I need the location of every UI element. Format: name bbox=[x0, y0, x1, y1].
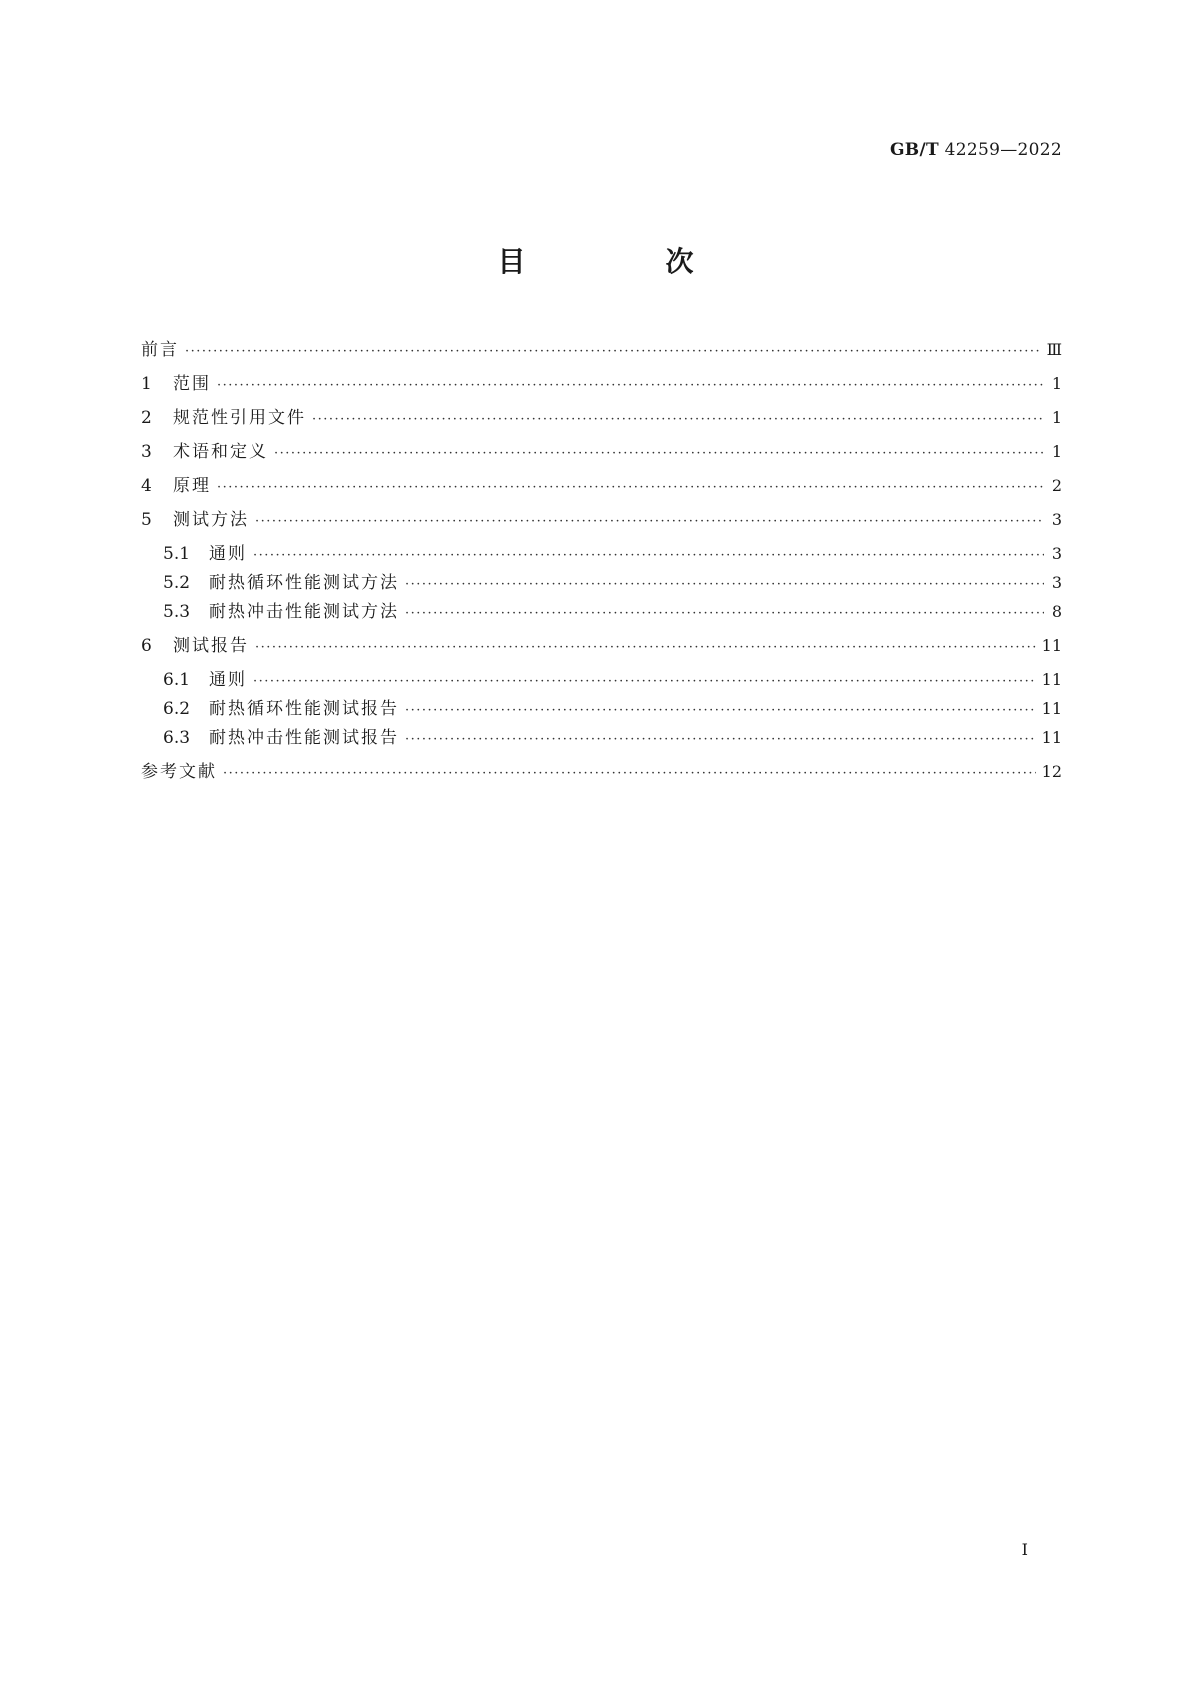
toc-entry-page: 3 bbox=[1051, 544, 1062, 563]
toc-leader-dots bbox=[253, 670, 1036, 694]
toc-entry-1[interactable] bbox=[141, 372, 1062, 396]
toc-entry-number: 6.1 bbox=[163, 670, 191, 690]
toc-entry-page: 11 bbox=[1041, 699, 1062, 718]
toc-entry-page: 1 bbox=[1051, 408, 1062, 427]
toc-leader-dots bbox=[255, 636, 1036, 660]
toc-leader-dots bbox=[253, 544, 1044, 568]
toc-entry-page: Ⅲ bbox=[1046, 340, 1062, 359]
toc-entry-number: 5 bbox=[141, 510, 152, 530]
toc-leader-dots bbox=[405, 728, 1036, 752]
toc-entry-6-2[interactable] bbox=[141, 697, 1062, 721]
toc-entry-6-1[interactable] bbox=[141, 668, 1062, 692]
toc-entry-page: 8 bbox=[1051, 602, 1062, 621]
toc-entry-5[interactable] bbox=[141, 508, 1062, 532]
standard-code bbox=[890, 140, 1062, 160]
toc-entry-3[interactable] bbox=[141, 440, 1062, 464]
toc-entry-page: 2 bbox=[1051, 476, 1062, 495]
toc-entry-5-3[interactable] bbox=[141, 600, 1062, 624]
toc-entry-number: 5.2 bbox=[163, 573, 191, 593]
toc-entry-4[interactable] bbox=[141, 474, 1062, 498]
toc-entry-2[interactable] bbox=[141, 406, 1062, 430]
toc-entry-page: 12 bbox=[1041, 762, 1062, 781]
toc-leader-dots bbox=[405, 573, 1044, 597]
toc-entry-number: 4 bbox=[141, 476, 152, 496]
toc-entry-label: 术语和定义 bbox=[173, 442, 268, 462]
toc-leader-dots bbox=[255, 510, 1044, 534]
toc-entry-number: 6.3 bbox=[163, 728, 191, 748]
standard-number: 42259—2022 bbox=[944, 140, 1062, 160]
toc-entry-5-2[interactable] bbox=[141, 571, 1062, 595]
toc-entry-label: 测试方法 bbox=[173, 510, 249, 530]
toc-entry-number: 2 bbox=[141, 408, 152, 428]
toc-leader-dots bbox=[223, 762, 1036, 786]
toc-entry-page: 1 bbox=[1051, 442, 1062, 461]
toc-leader-dots bbox=[185, 340, 1041, 364]
toc-entry-label: 前言 bbox=[141, 340, 179, 360]
toc-entry-label: 规范性引用文件 bbox=[173, 408, 306, 428]
toc-entry-label: 耐热循环性能测试报告 bbox=[209, 699, 399, 719]
toc-entry-number: 5.3 bbox=[163, 602, 191, 622]
toc-title: 目 次 bbox=[497, 245, 750, 278]
toc-entry-number: 3 bbox=[141, 442, 152, 462]
toc-entry-6-3[interactable] bbox=[141, 726, 1062, 750]
toc-leader-dots bbox=[274, 442, 1044, 466]
toc-entry-page: 1 bbox=[1051, 374, 1062, 393]
toc-entry-page: 3 bbox=[1051, 573, 1062, 592]
toc-entry-label: 耐热冲击性能测试报告 bbox=[209, 728, 399, 748]
toc-entry-bibliography[interactable] bbox=[141, 760, 1062, 784]
toc-leader-dots bbox=[405, 699, 1036, 723]
toc-entry-page: 11 bbox=[1041, 670, 1062, 689]
toc-entry-label: 耐热冲击性能测试方法 bbox=[209, 602, 399, 622]
toc-entry-number: 6.2 bbox=[163, 699, 191, 719]
toc-entry-label: 耐热循环性能测试方法 bbox=[209, 573, 399, 593]
page-number: Ⅰ bbox=[1021, 1540, 1028, 1559]
toc-entry-page: 3 bbox=[1051, 510, 1062, 529]
toc-entry-6[interactable] bbox=[141, 634, 1062, 658]
toc-entry-label: 参考文献 bbox=[141, 762, 217, 782]
toc-entry-number: 6 bbox=[141, 636, 152, 656]
toc-entry-number: 5.1 bbox=[163, 544, 191, 564]
toc-entry-label: 通则 bbox=[209, 544, 247, 564]
toc-entry-5-1[interactable] bbox=[141, 542, 1062, 566]
toc-entry-label: 范围 bbox=[173, 374, 211, 394]
standard-prefix: GB/T bbox=[889, 140, 939, 160]
toc-entry-label: 原理 bbox=[173, 476, 211, 496]
toc-leader-dots bbox=[405, 602, 1044, 626]
toc-entry-foreword[interactable] bbox=[141, 338, 1062, 362]
toc-leader-dots bbox=[312, 408, 1044, 432]
toc-entry-page: 11 bbox=[1041, 728, 1062, 747]
toc-leader-dots bbox=[217, 476, 1044, 500]
toc-entry-label: 测试报告 bbox=[173, 636, 249, 656]
toc-leader-dots bbox=[217, 374, 1044, 398]
toc-entry-page: 11 bbox=[1041, 636, 1062, 655]
toc-entry-number: 1 bbox=[141, 374, 152, 394]
toc-entry-label: 通则 bbox=[209, 670, 247, 690]
